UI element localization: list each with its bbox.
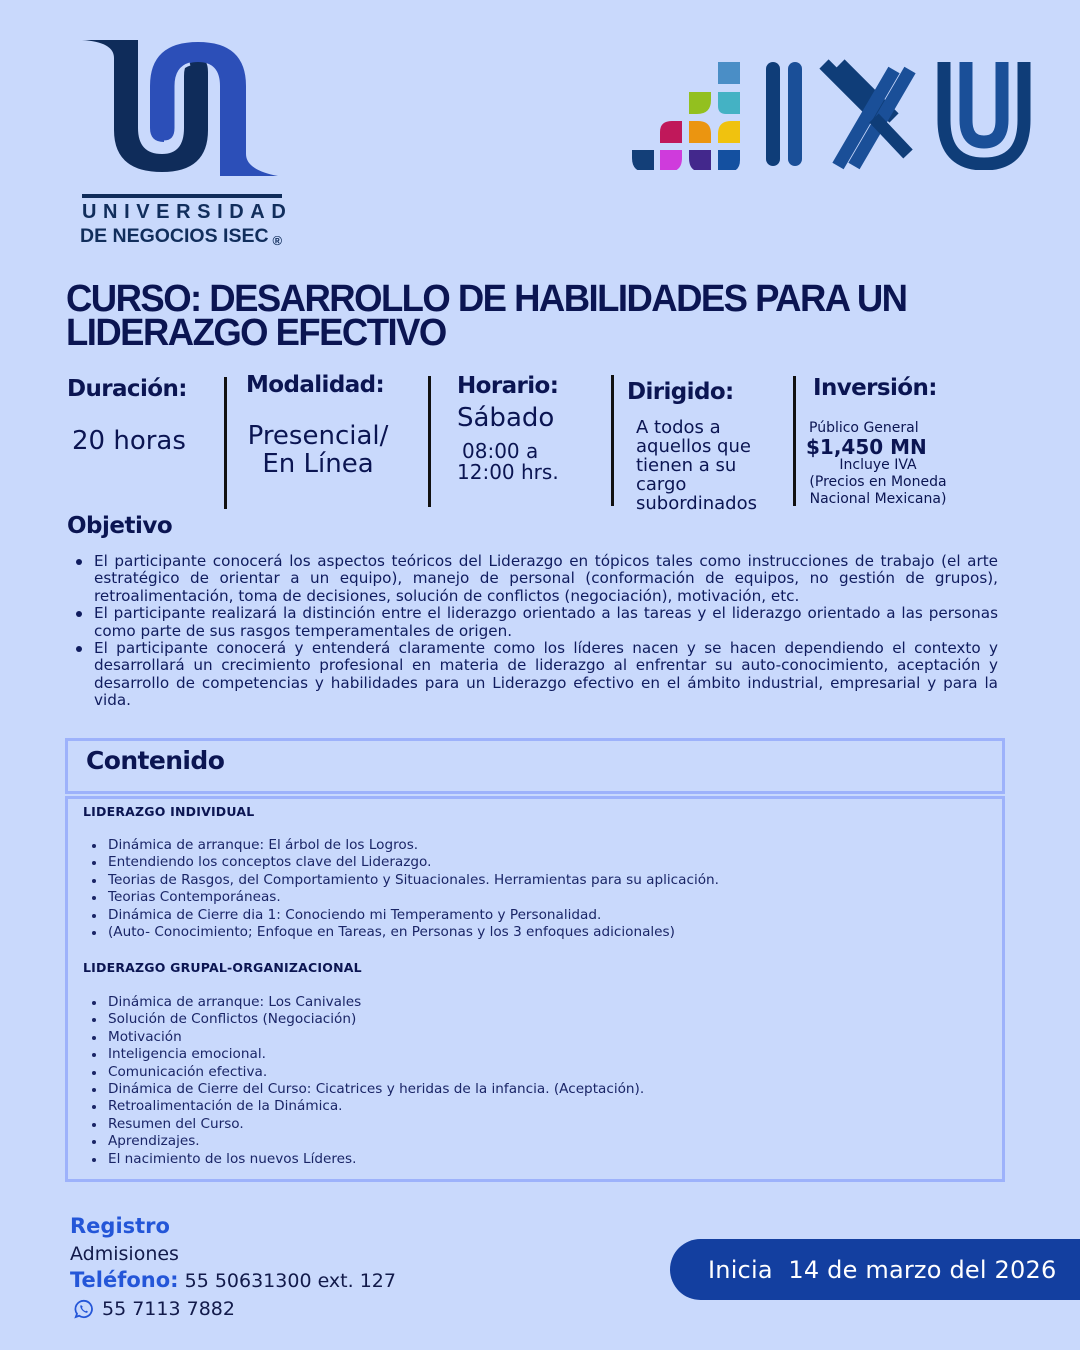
objetivo-heading: Objetivo (67, 513, 173, 539)
duracion-value: 20 horas (72, 426, 186, 456)
isec-name-text: DE NEGOCIOS ISEC (80, 225, 269, 247)
dirigido-value (636, 418, 757, 513)
inversion-price: $1,450 MN (806, 435, 927, 459)
phone-label: Teléfono: (70, 1268, 179, 1292)
ixu-logo (632, 58, 1032, 170)
registro-department: Admisiones (70, 1243, 179, 1265)
list-item: Aprendizajes. (83, 1133, 963, 1150)
logo-divider (82, 194, 282, 198)
whatsapp-line (74, 1298, 235, 1320)
horario-label: Horario: (457, 373, 559, 399)
phone-number[interactable]: 55 50631300 ext. 127 (184, 1270, 396, 1292)
registered-mark: ® (272, 233, 283, 248)
dirigido-line: A todos a (636, 417, 721, 438)
list-item: Comunicación efectiva. (83, 1064, 963, 1081)
contenido-heading: Contenido (86, 746, 225, 775)
dirigido-line: tienen a su (636, 455, 737, 476)
column-divider (793, 376, 796, 506)
list-item: Solución de Conflictos (Negociación) (83, 1011, 963, 1028)
list-item: Resumen del Curso. (83, 1116, 963, 1133)
grupal-list (83, 994, 963, 1168)
list-item: Dinámica de arranque: El árbol de los Logros. (83, 837, 963, 854)
dirigido-line: aquellos que (636, 436, 751, 457)
column-divider (224, 377, 227, 509)
isec-name-line1: UNIVERSIDAD (82, 201, 293, 223)
inversion-note: (Precios en Moneda (809, 474, 947, 490)
individual-list (83, 837, 963, 941)
list-item: Dinámica de arranque: Los Canivales (83, 994, 963, 1011)
modalidad-label: Modalidad: (246, 372, 385, 398)
duracion-label: Duración: (67, 376, 187, 402)
column-divider (428, 376, 431, 507)
column-divider (611, 375, 614, 506)
list-item: El nacimiento de los nuevos Líderes. (83, 1151, 963, 1168)
objetivo-item: El participante realizará la distinción entre el liderazgo orientado a las tareas y el liderazgo orientado a las personas como parte de sus rasgos temperamentales de origen. (74, 605, 998, 640)
whatsapp-number[interactable]: 55 7113 7882 (102, 1298, 235, 1320)
start-date-banner: Inicia 14 de marzo del 2026 (670, 1239, 1080, 1300)
objetivo-item: El participante conocerá y entenderá claramente como los líderes nacen y se hacen dependiendo el contexto y desarrollará un crecimiento profesional en materia de liderazgo al enfrentar su auto-conocimiento, aceptación y desarrollo de competencias y habilidades para un Liderazgo efectivo en el ámbito industrial, empresarial y para la vida. (74, 640, 998, 710)
list-item: Retroalimentación de la Dinámica. (83, 1098, 963, 1115)
section-title-grupal: LIDERAZGO GRUPAL-ORGANIZACIONAL (83, 960, 362, 975)
course-title: CURSO: DESARROLLO DE HABILIDADES PARA UN LIDERAZGO EFECTIVO (66, 278, 907, 354)
modalidad-line2: En Línea (262, 449, 374, 479)
inversion-note: Nacional Mexicana) (809, 491, 947, 507)
list-item: Dinámica de Cierre dia 1: Conociendo mi Temperamento y Personalidad. (83, 907, 963, 924)
list-item: (Auto- Conocimiento; Enfoque en Tareas, en Personas y los 3 enfoques adicionales) (83, 924, 963, 941)
dirigido-label: Dirigido: (627, 379, 734, 405)
list-item: Inteligencia emocional. (83, 1046, 963, 1063)
inversion-audience: Público General (809, 420, 919, 436)
section-title-individual: LIDERAZGO INDIVIDUAL (83, 804, 255, 819)
list-item: Teorias de Rasgos, del Comportamiento y Situacionales. Herramientas para su aplicación. (83, 872, 963, 889)
isec-logo (80, 36, 310, 248)
whatsapp-icon (74, 1299, 94, 1319)
ixu-wordmark (766, 62, 1024, 166)
modalidad-line1: Presencial/ (247, 421, 389, 451)
horario-day: Sábado (457, 403, 555, 433)
list-item: Motivación (83, 1029, 963, 1046)
isec-monogram-icon (80, 36, 280, 181)
inversion-label: Inversión: (813, 375, 937, 401)
inversion-tax: Incluye IVA (839, 457, 917, 473)
list-item: Teorias Contemporáneas. (83, 889, 963, 906)
dirigido-line: subordinados (636, 493, 757, 514)
phone-line (70, 1268, 396, 1292)
horario-time (457, 441, 559, 483)
list-item: Entendiendo los conceptos clave del Liderazgo. (83, 854, 963, 871)
horario-time-end: 12:00 hrs. (457, 460, 559, 484)
objetivo-item: El participante conocerá los aspectos teóricos del Liderazgo en tópicos tales como instrucciones de trabajo (el arte estratégico de orientar a un equipo), manejo de personal (conformación de equipos, no gestión de grupos), retroalimentación, toma de decisiones, solución de conflictos (negociación), motivación, etc. (74, 553, 998, 605)
ixu-pixel-mark-icon (632, 62, 740, 170)
isec-name-line2 (80, 225, 282, 248)
objetivo-list (74, 553, 998, 710)
horario-time-start: 08:00 a (462, 439, 539, 463)
registro-heading: Registro (70, 1214, 170, 1238)
dirigido-line: cargo (636, 474, 687, 495)
inversion-value (806, 420, 950, 508)
list-item: Dinámica de Cierre del Curso: Cicatrices y heridas de la infancia. (Aceptación). (83, 1081, 963, 1098)
modalidad-value (243, 422, 393, 478)
